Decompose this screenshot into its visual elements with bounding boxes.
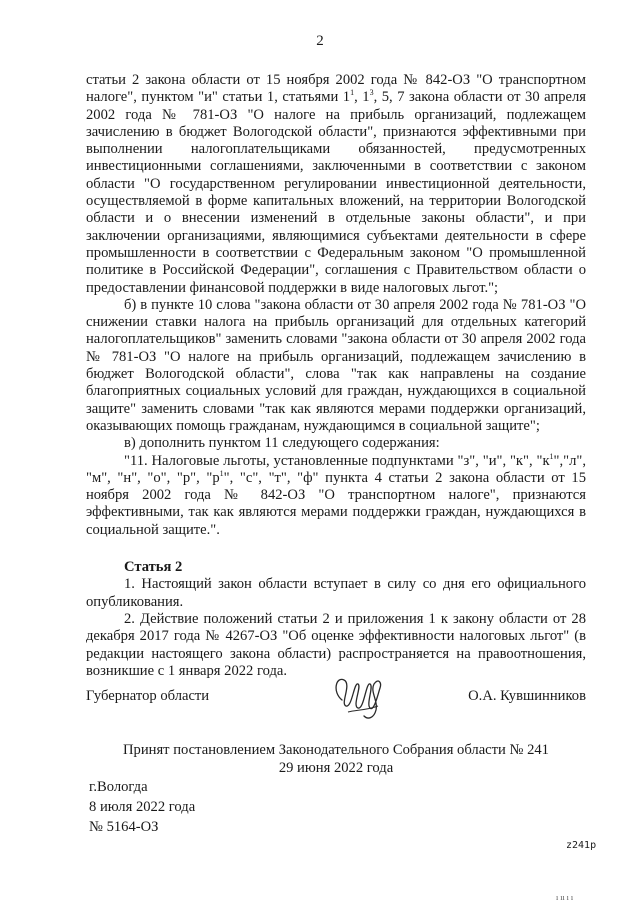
superscript: 1: [549, 451, 554, 461]
paragraph-text: статьи 2 закона области от 15 ноября 2002 года № 842-ОЗ "О транспортном налоге", пунктом "и" статьи 1, статьями 1: [86, 72, 586, 106]
sign-date: 8 июля 2022 года: [89, 799, 196, 815]
paragraph-v: в) дополнить пунктом 11 следующего содержания:: [124, 435, 440, 452]
paragraph-b: б) в пункте 10 слова "закона области от 30 апреля 2002 года № 781-ОЗ "О снижении ставки налога на прибыль организаций для отдельных категорий налогоплательщиков" заменить словами "закона области от 30 апреля 2002 года № 781-ОЗ "О налоге на прибыль организаций, подлежащем зачислению в бюджет Вологодской области", слова "так как направлены на создание благоприятных социальных условий для граждан, нуждающихся в социальной защите" заменить словами "так как являются мерами поддержки организаций, оказывающих помощь гражданам, нуждающимся в социальной защите";: [86, 296, 586, 434]
paragraph-text: ", "с", "т", "ф" пункта 4 статьи 2 закона области от 15 ноября 2002 года № 842-ОЗ "О транспортном налоге", признаются эффективными, так как являются мерами поддержки граждан, нуждающихся в социальной защите.".: [86, 469, 586, 538]
article-paragraph-1: 1. Настоящий закон области вступает в силу со дня его официального опубликования.: [86, 576, 586, 610]
article-paragraph-2: 2. Действие положений статьи 2 и приложения 1 к закону области от 28 декабря 2017 года № 4267-ОЗ "Об оценке эффективности налоговых льгот" (в редакции настоящего закона области) распространяется на правоотношения, возникшие с 1 января 2022 года.: [86, 610, 586, 679]
paragraph-text: , 1: [354, 89, 370, 106]
article-title: Статья 2: [124, 559, 183, 576]
paragraph-text: , 5, 7 закона области от 30 апреля 2002 года № 781-ОЗ "О налоге на прибыль организаций, подлежащем зачислению в бюджет Вологодской области", признаются эффективными при выполнении налогоплательщиками обязанностей, предусмотренных инвестиционными соглашениями, заключенными в соответствии с законом области "О государственном регулировании инвестиционной деятельности, осуществляемой в форме капитальных вложений, на территории Вологодской области и о внесении изменений в отдельные законы области", и при заключении организациями, являющимися субъектами деятельности в сфере промышленности в соответствии с Федеральным законом "О промышленной политике в Российской Федерации", соглашения с Правительством области о предоставлении финансовой поддержки в виде налоговых льгот.";: [86, 89, 586, 296]
page-number: 2: [316, 33, 324, 49]
handwritten-signature-icon: [328, 670, 388, 724]
superscript: 1: [219, 468, 224, 478]
paragraph-text: ","л", "м", "н", "о", "р", "р: [86, 452, 586, 486]
superscript: 3: [369, 88, 374, 98]
signatory-position: Губернатор области: [86, 688, 210, 704]
adoption-note: [86, 741, 586, 777]
paragraph-11: [86, 453, 586, 539]
paragraph-text: "11. Налоговые льготы, установленные подпунктами "з", "и", "к", "к: [124, 452, 550, 469]
footer-mark: ı ıı ı ı: [556, 893, 574, 902]
paragraph-continuation: [86, 72, 586, 297]
adoption-line: Принят постановлением Законодательного Собрания области № 241: [123, 742, 549, 758]
adoption-date: 29 июня 2022 года: [278, 760, 394, 776]
place-date-block: [89, 777, 195, 837]
signatory-name: О.А. Кувшинников: [468, 688, 586, 704]
document-body: [86, 72, 586, 680]
law-number: № 5164-ОЗ: [89, 819, 159, 835]
superscript: 1: [350, 88, 355, 98]
document-code: z241p: [566, 840, 597, 851]
city: г.Вологда: [89, 779, 148, 795]
